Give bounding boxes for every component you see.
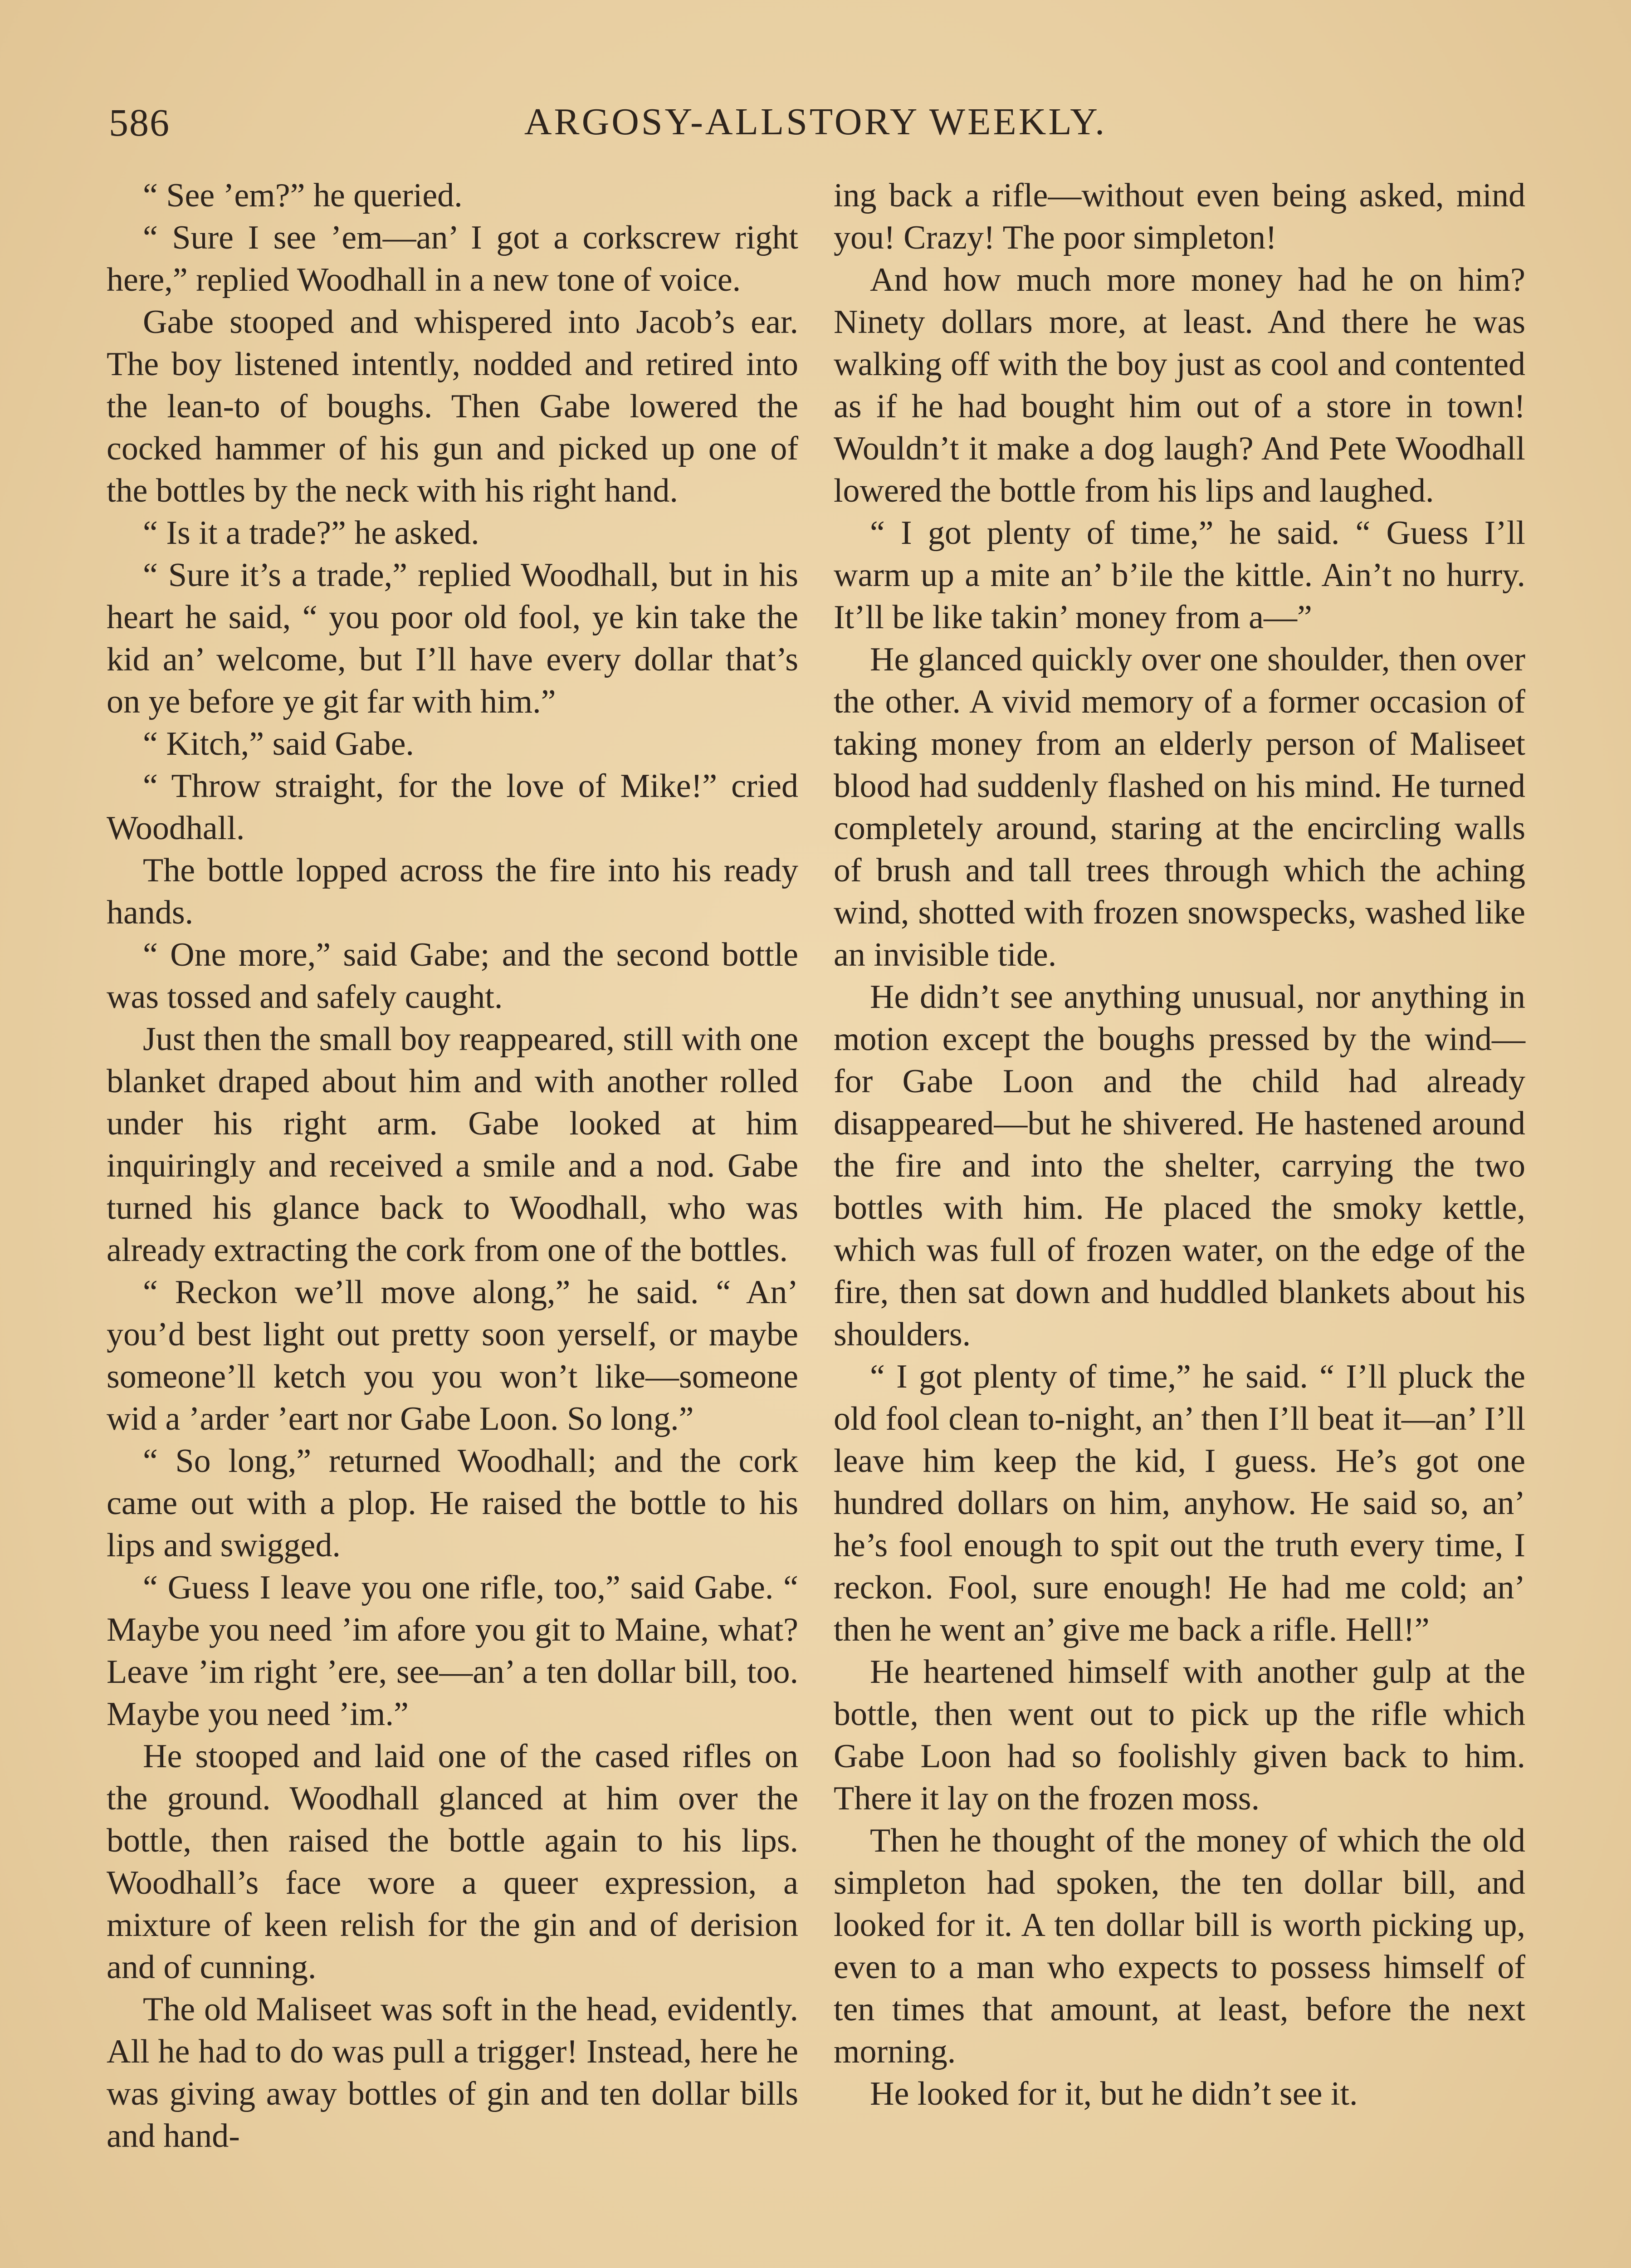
paragraph: “ Sure I see ’em—an’ I got a corkscrew right here,” replied Woodhall in a new tone of voice. bbox=[107, 219, 798, 298]
paragraph: “ One more,” said Gabe; and the second bottle was tossed and safely caught. bbox=[107, 936, 798, 1016]
paragraph: The old Maliseet was soft in the head, evidently. All he had to do was pull a trigger! Instead, here he was giving away bottles of gin and ten dollar bills and hand- bbox=[107, 1991, 798, 2155]
paragraph: “ Guess I leave you one rifle, too,” said Gabe. “ Maybe you need ’im afore you git to Maine, what? Leave ’im right ’ere, see—an’ a ten dollar bill, too. Maybe you need ’im.” bbox=[107, 1569, 798, 1733]
paragraph: “ Is it a trade?” he asked. bbox=[143, 514, 479, 552]
running-title: ARGOSY-ALLSTORY WEEKLY. bbox=[524, 101, 1107, 143]
paragraph: He looked for it, but he didn’t see it. bbox=[870, 2075, 1358, 2112]
paragraph: He didn’t see anything unusual, nor anything in motion except the boughs pressed by the wind—for Gabe Loon and the child had already disappeared—but he shivered. He hastened around the fire and into the shelter, carrying the two bottles with him. He placed the smoky kettle, which was full of frozen water, on the edge of the fire, then sat down and huddled blankets about his shoulders. bbox=[834, 978, 1525, 1353]
right-column bbox=[834, 175, 1525, 2115]
paragraph: The bottle lopped across the fire into his ready hands. bbox=[107, 852, 798, 931]
paragraph: He stooped and laid one of the cased rifles on the ground. Woodhall glanced at him over the bottle, then raised the bottle again to his lips. Woodhall’s face wore a queer expression, a mixture of keen relish for the gin and of derision and of cunning. bbox=[107, 1738, 798, 1986]
paragraph: “ Kitch,” said Gabe. bbox=[143, 725, 414, 763]
paragraph: “ Throw straight, for the love of Mike!” cried Woodhall. bbox=[107, 767, 798, 847]
left-column bbox=[107, 175, 798, 2157]
page-header bbox=[104, 100, 1527, 154]
page-number: 586 bbox=[109, 101, 170, 144]
paragraph: “ Reckon we’ll move along,” he said. “ An’ you’d best light out pretty soon yerself, or maybe someone’ll ketch you you won’t like—someone wid a ’arder ’eart nor Gabe Loon. So long.” bbox=[107, 1274, 798, 1437]
paragraph: “ So long,” returned Woodhall; and the cork came out with a plop. He raised the bottle to his lips and swigged. bbox=[107, 1442, 798, 1564]
paragraph: Just then the small boy reappeared, still with one blanket draped about him and with another rolled under his right arm. Gabe looked at him inquiringly and received a smile and a nod. Gabe turned his glance back to Woodhall, who was already extracting the cork from one of the bottles. bbox=[107, 1021, 798, 1269]
paragraph: Then he thought of the money of which the old simpleton had spoken, the ten dollar bill, and looked for it. A ten dollar bill is worth picking up, even to a man who expects to possess himself of ten times that amount, at least, before the next morning. bbox=[834, 1822, 1525, 2070]
paragraph: Gabe stooped and whispered into Jacob’s ear. The boy listened intently, nodded and retired into the lean-to of boughs. Then Gabe lowered the cocked hammer of his gun and picked up one of the bottles by the neck with his right hand. bbox=[107, 303, 798, 509]
paragraph: And how much more money had he on him? Ninety dollars more, at least. And there he was walking off with the boy just as cool and contented as if he had bought him out of a store in town! Wouldn’t it make a dog laugh? And Pete Woodhall lowered the bottle from his lips and laughed. bbox=[834, 261, 1525, 509]
paragraph: He heartened himself with another gulp at the bottle, then went out to pick up the rifle which Gabe Loon had so foolishly given back to him. There it lay on the frozen moss. bbox=[834, 1653, 1525, 1817]
paragraph: “ I got plenty of time,” he said. “ Guess I’ll warm up a mite an’ b’ile the kittle. Ain’t no hurry. It’ll be like takin’ money from a—” bbox=[834, 514, 1525, 636]
continued-paragraph: ing back a rifle—without even being asked, mind you! Crazy! The poor simpleton! bbox=[834, 177, 1525, 256]
paragraph: “ See ’em?” he queried. bbox=[143, 177, 463, 214]
paragraph: “ Sure it’s a trade,” replied Woodhall, but in his heart he said, “ you poor old fool, ye kin take the kid an’ welcome, but I’ll have every dollar that’s on ye before ye git far with him.” bbox=[107, 557, 798, 720]
paragraph: “ I got plenty of time,” he said. “ I’ll pluck the old fool clean to-night, an’ then I’ll beat it—an’ I’ll leave him keep the kid, I guess. He’s got one hundred dollars on him, anyhow. He said so, an’ he’s fool enough to spit out the truth every time, I reckon. Fool, sure enough! He had me cold; an’ then he went an’ give me back a rifle. Hell!” bbox=[834, 1358, 1525, 1648]
paragraph: He glanced quickly over one shoulder, then over the other. A vivid memory of a former occasion of taking money from an elderly person of Maliseet blood had suddenly flashed on his mind. He turned completely around, staring at the encircling walls of brush and tall trees through which the aching wind, shotted with frozen snowspecks, washed like an invisible tide. bbox=[834, 641, 1525, 973]
